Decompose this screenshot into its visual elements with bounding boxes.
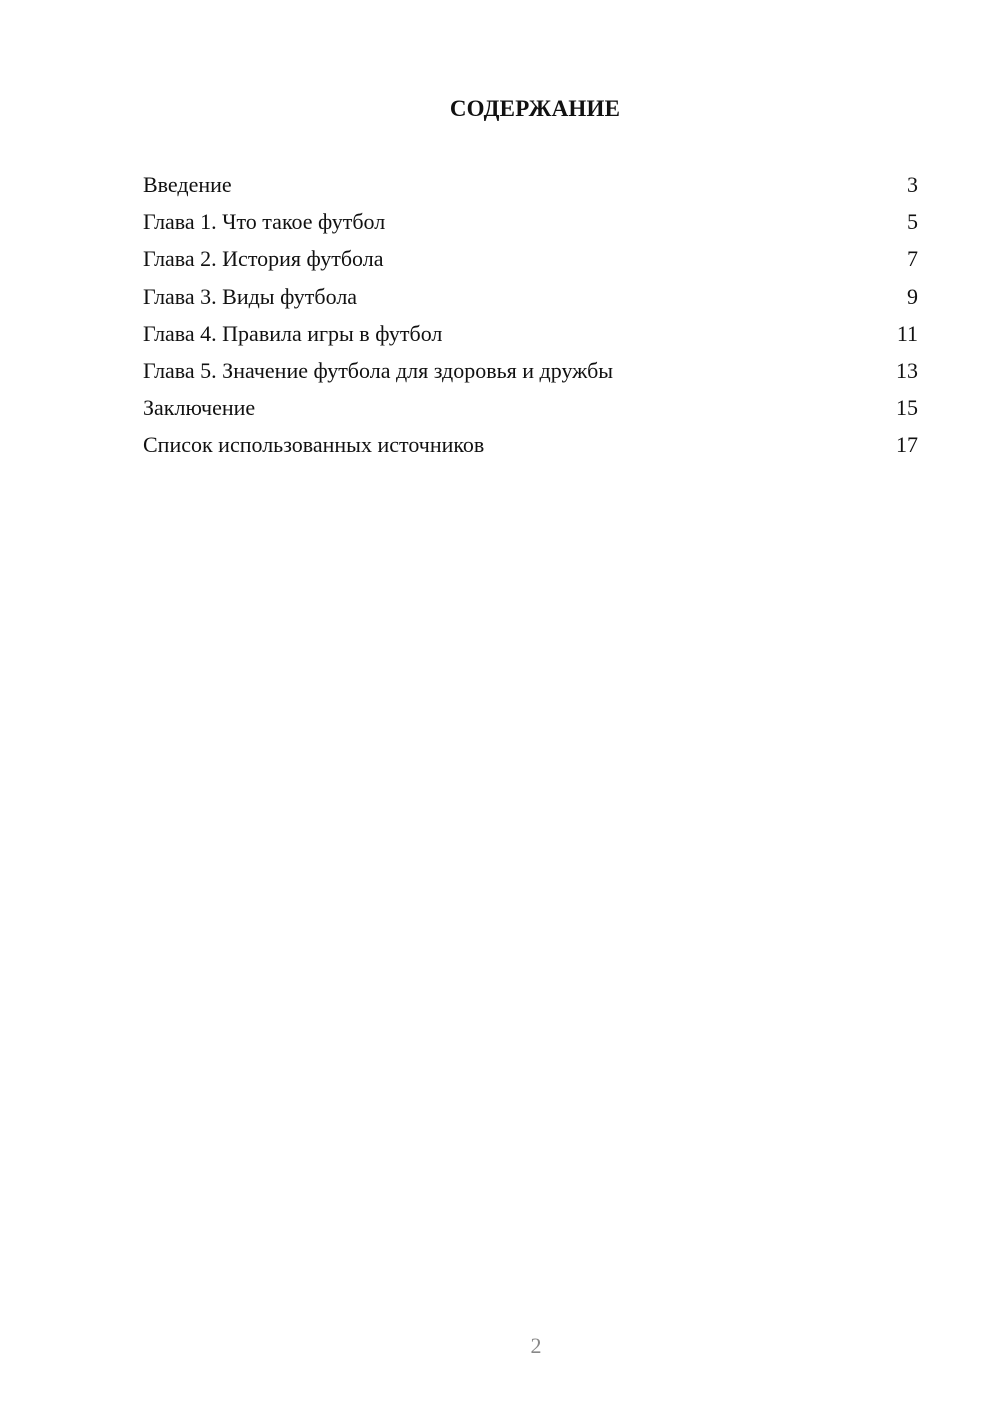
toc-title: СОДЕРЖАНИЕ — [449, 96, 621, 121]
toc-entry-page: 13 — [896, 357, 918, 383]
toc-entry-page: 7 — [907, 246, 918, 272]
toc-entry-conclusion[interactable] — [143, 393, 918, 430]
toc-entry-page: 3 — [907, 172, 918, 197]
toc-entry-page: 9 — [907, 283, 918, 309]
toc-entry-label: Глава 4. Правила игры в футбол — [143, 320, 443, 346]
toc-entry-page: 17 — [896, 432, 918, 458]
toc-entry-chapter-3[interactable] — [143, 282, 918, 319]
toc-entry-label: Глава 3. Виды футбола — [143, 283, 358, 309]
toc-entry-label: Глава 2. История футбола — [143, 246, 384, 272]
toc-entry-page: 11 — [896, 320, 918, 346]
toc-entry-label: Список использованных источников — [143, 432, 485, 458]
toc-entry-chapter-1[interactable] — [143, 207, 918, 244]
toc-entry-label: Глава 5. Значение футбола для здоровья и дружбы — [143, 357, 614, 383]
toc-entry-references[interactable] — [143, 430, 918, 467]
toc-entry-chapter-4[interactable] — [143, 319, 918, 356]
toc-entry-page: 15 — [896, 395, 918, 421]
toc-entry-introduction[interactable] — [143, 170, 918, 207]
toc-entry-chapter-2[interactable] — [143, 244, 918, 281]
page-number: 2 — [530, 1333, 542, 1358]
toc-entry-page: 5 — [907, 209, 918, 235]
toc-list — [143, 170, 918, 468]
toc-entry-label: Глава 1. Что такое футбол — [143, 209, 386, 235]
toc-entry-label: Введение — [143, 172, 232, 197]
toc-entry-label: Заключение — [143, 395, 256, 421]
toc-entry-chapter-5[interactable] — [143, 356, 918, 393]
